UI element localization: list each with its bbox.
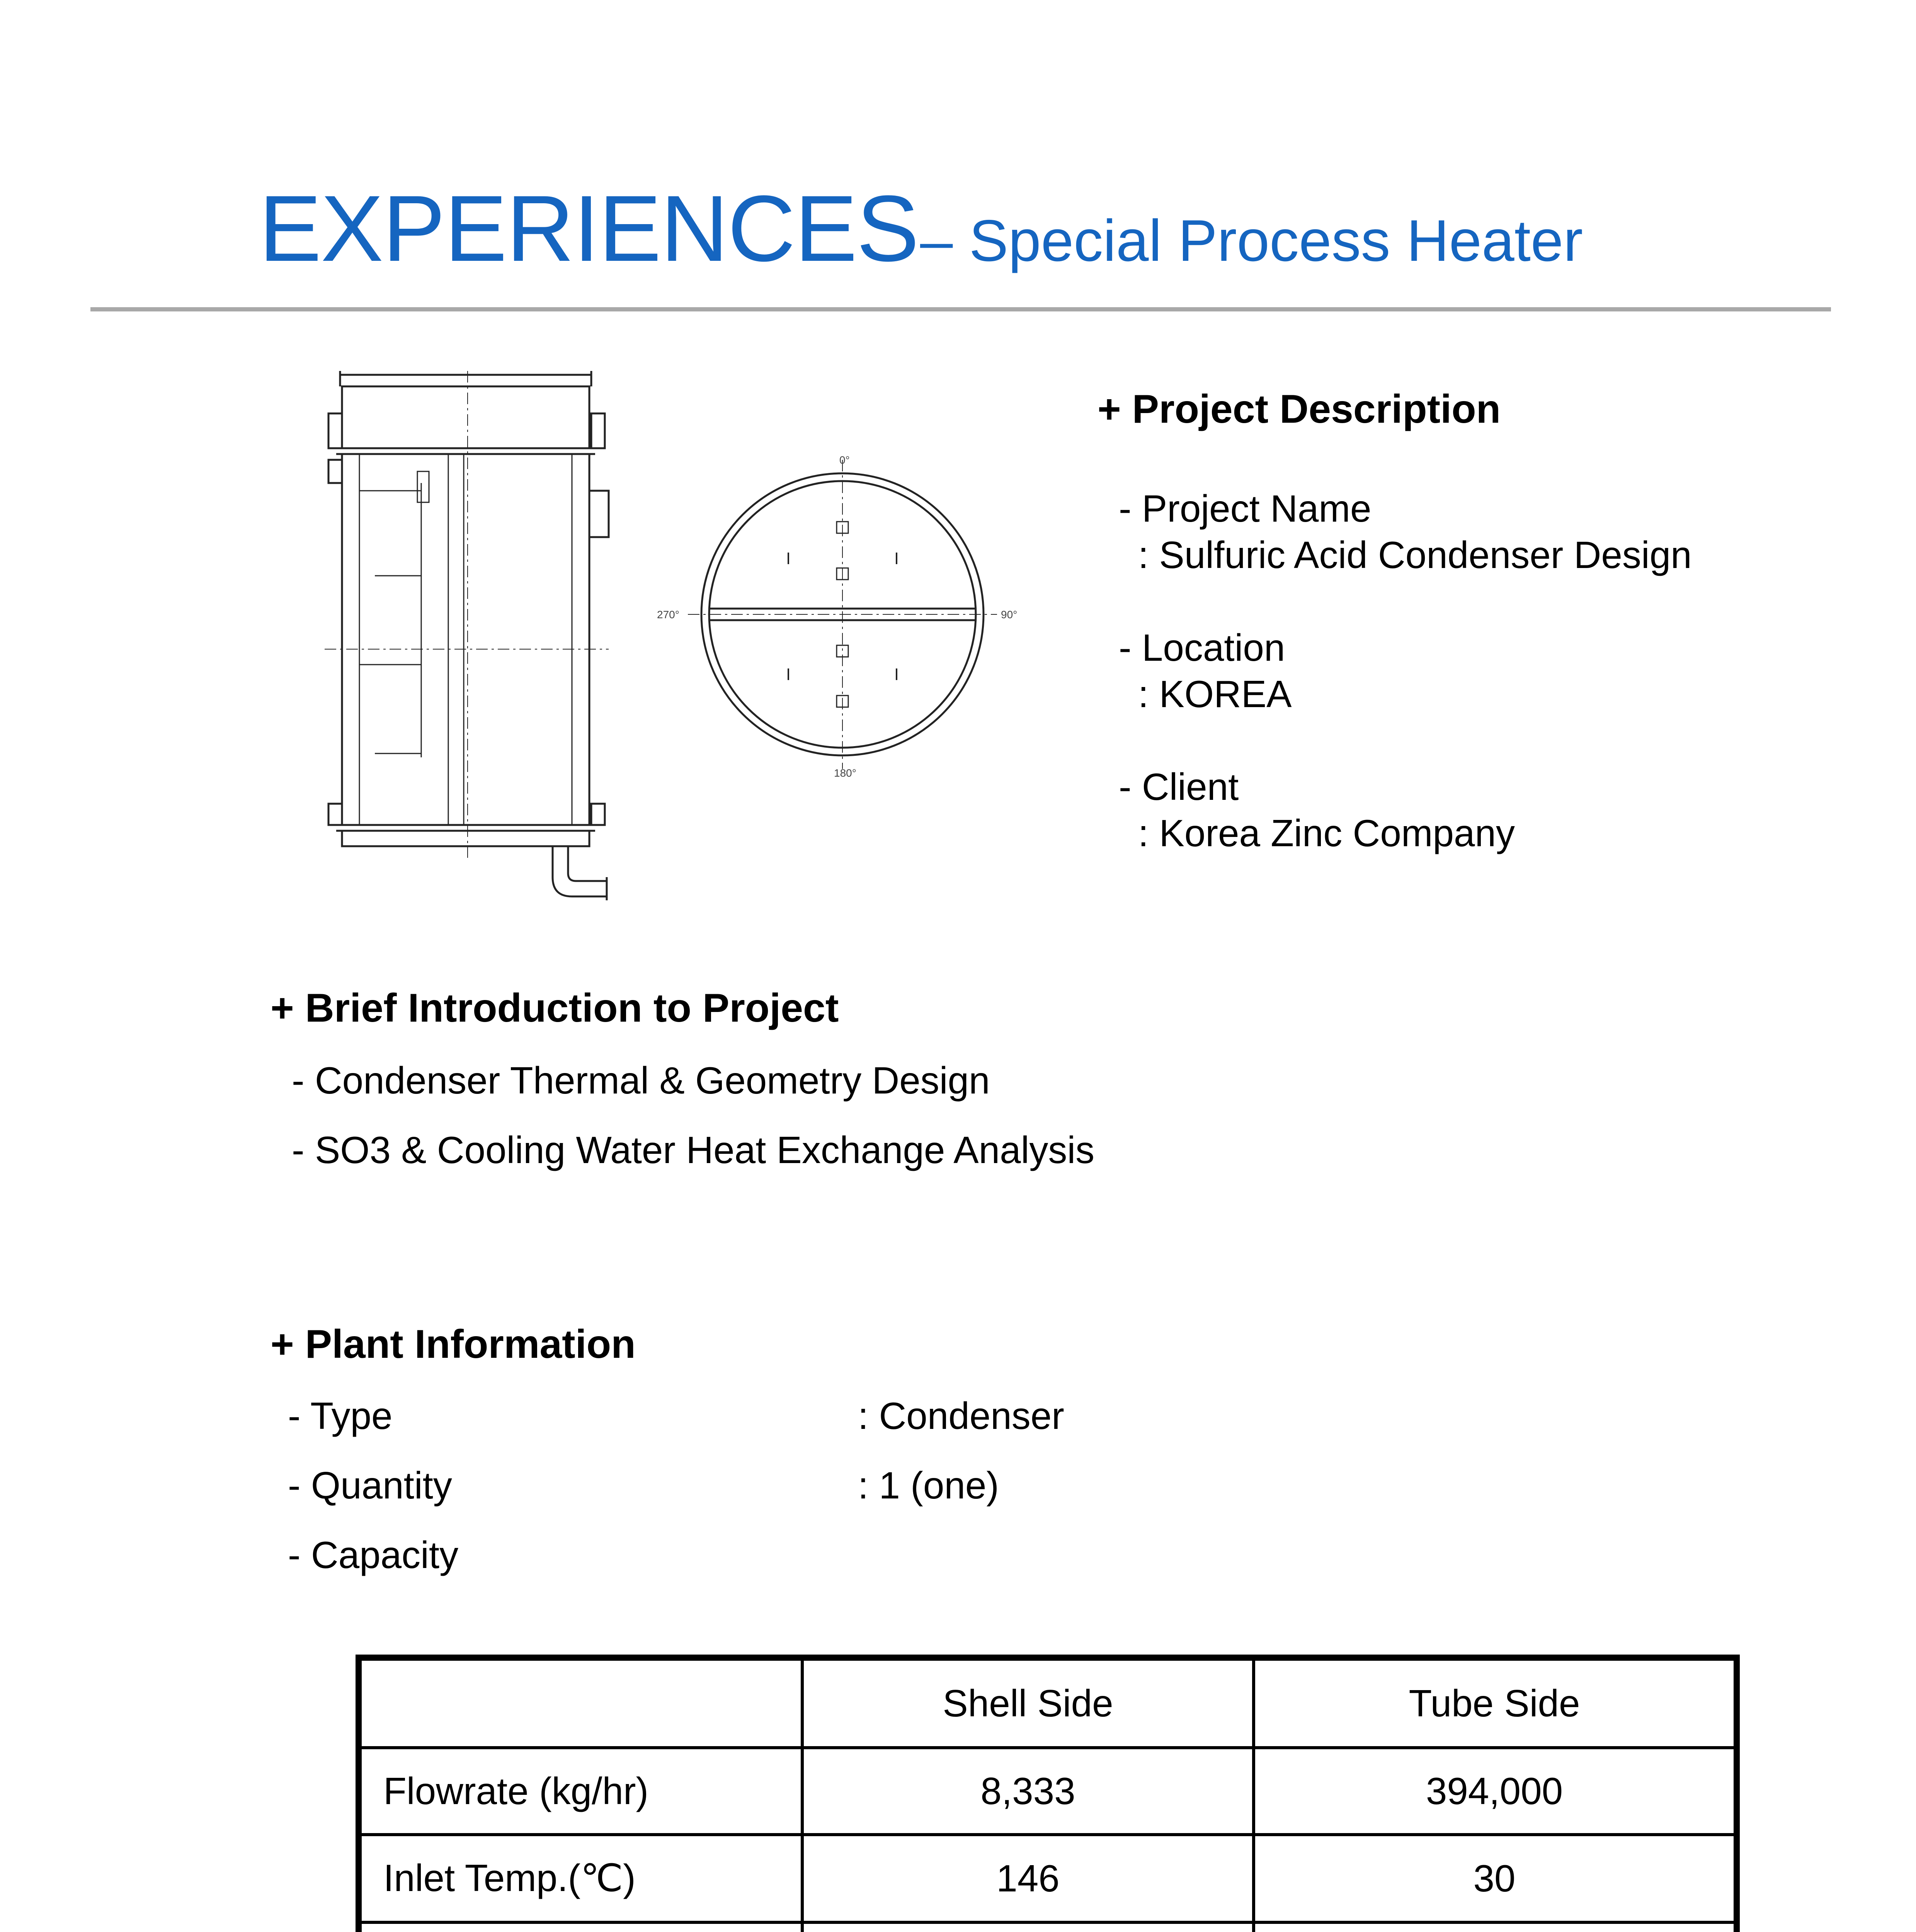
plant-quantity-label: - Quantity [288, 1464, 452, 1507]
angle-label-left: 270° [657, 609, 679, 621]
plant-type-value: : Condenser [858, 1395, 1064, 1437]
table-header-cell: Tube Side [1254, 1658, 1737, 1748]
table-header-cell: Shell Side [802, 1658, 1254, 1748]
location-value: : KOREA [1138, 673, 1292, 715]
condenser-drawing [321, 371, 1055, 920]
table-row-label: Inlet Temp.(℃) [359, 1835, 802, 1922]
table-cell: 8,333 [802, 1748, 1254, 1835]
title-main: EXPERIENCES [259, 176, 919, 281]
project-name-label: - Project Name [1119, 487, 1371, 530]
table-cell [1254, 1922, 1737, 1932]
capacity-table [356, 1655, 1740, 1932]
project-name-value: : Sulfuric Acid Condenser Design [1138, 534, 1692, 576]
table-cell: 146 [802, 1835, 1254, 1922]
plant-type-label: - Type [288, 1395, 393, 1437]
plant-quantity-value: : 1 (one) [858, 1464, 999, 1507]
location-label: - Location [1119, 626, 1285, 669]
table-row [359, 1922, 1737, 1932]
client-value: : Korea Zinc Company [1138, 812, 1515, 854]
brief-intro-item: - Condenser Thermal & Geometry Design [292, 1059, 990, 1102]
table-row [359, 1748, 1737, 1835]
table-header-row [359, 1658, 1737, 1748]
table-row-label: Flowrate (kg/hr) [359, 1748, 802, 1835]
table-header-cell [359, 1658, 802, 1748]
title-sub: – Special Process Heater [920, 208, 1583, 274]
header-divider [90, 307, 1831, 311]
angle-label-bottom: 180° [834, 767, 856, 779]
client-label: - Client [1119, 765, 1239, 808]
angle-label-top: 0° [839, 454, 850, 466]
brief-intro-item: - SO3 & Cooling Water Heat Exchange Analysis [292, 1129, 1095, 1171]
table-cell [802, 1922, 1254, 1932]
side-elevation [325, 371, 609, 900]
brief-intro-heading: + Brief Introduction to Project [271, 986, 839, 1031]
table-row-label [359, 1922, 802, 1932]
plant-capacity-label: - Capacity [288, 1534, 459, 1576]
plant-info-heading: + Plant Information [271, 1322, 636, 1367]
table-row [359, 1835, 1737, 1922]
page-title [259, 176, 1583, 281]
angle-label-right: 90° [1001, 609, 1018, 621]
project-description-heading: + Project Description [1098, 387, 1501, 432]
table-cell: 30 [1254, 1835, 1737, 1922]
plan-view [688, 460, 997, 769]
table-cell: 394,000 [1254, 1748, 1737, 1835]
